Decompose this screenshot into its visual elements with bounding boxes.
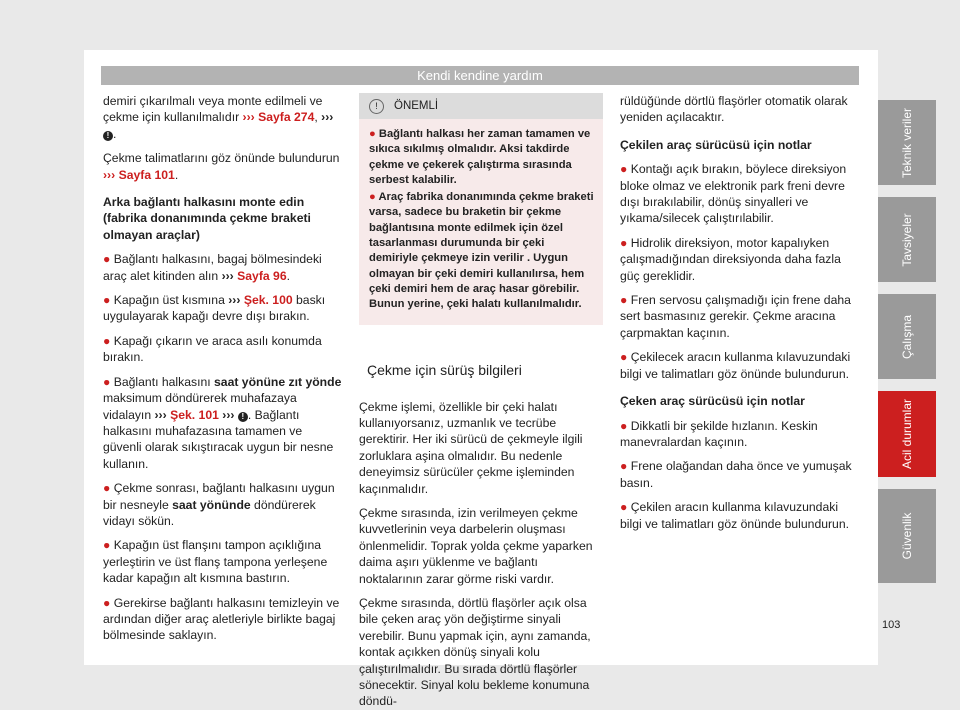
bullet-icon: ● — [369, 128, 379, 140]
section-title: Çekme için sürüş bilgileri — [367, 361, 522, 378]
section-heading: Arka bağlantı halkasını monte edin (fabrika donanımında çekme braketi olmayan araçlar) — [103, 195, 311, 242]
bullet-icon: ● — [103, 252, 114, 267]
bullet-icon: ● — [103, 333, 114, 348]
bullet-icon: ● — [103, 293, 114, 308]
list-item: ● Kapağın üst flanşını tampon açıklığına yerleştirin ve üst flanş tampona yerleşene kadar kapağın alt kısmına bastırın. — [103, 538, 328, 586]
arrow-icon: ››› — [228, 293, 241, 308]
subheading: Çeken araç sürücüsü için notlar — [620, 394, 805, 409]
list-item: ● Frene olağandan daha önce ve yumuşak basın. — [620, 459, 852, 490]
page-number: 103 — [882, 619, 901, 631]
warning-body — [359, 119, 603, 325]
list-item: ● Bağlantı halkasını saat yönüne zıt yönde maksimum döndürerek muhafazaya vidalayın ››› Şek. 101 ››› ! . Bağlantı halkasını muhafazasına tamamen ve güvenli olarak sıkıştıracak uygun bir nesne kullanın. — [103, 374, 342, 471]
list-item: ● Bağlantı halkasını, bagaj bölmesindeki araç alet kitinden alın ››› Sayfa 96. — [103, 252, 322, 283]
warning-title: ÖNEMLİ — [394, 99, 439, 112]
warning-box — [359, 93, 603, 325]
tab-guvenlik[interactable]: Güvenlik — [878, 489, 936, 583]
list-item: ● Kapağın üst kısmına ››› Şek. 100 baskı uygulayarak kapağı devre dışı bırakın. — [103, 293, 326, 324]
bullet-icon: ● — [103, 538, 114, 553]
tab-teknik-veriler[interactable]: Teknik veriler — [878, 100, 936, 185]
figure-link[interactable]: Şek. 100 — [243, 293, 293, 308]
paragraph: rüldüğünde dörtlü flaşörler otomatik olarak yeniden açılacaktır. — [620, 94, 848, 125]
list-item: ● Gerekirse bağlantı halkasını temizleyin ve ardından diğer araç aletleriyle birlikte bagaj bölmesinde saklayın. — [103, 595, 340, 643]
bullet-icon: ● — [620, 235, 631, 250]
warning-item: ● Araç fabrika donanımında çekme braketi varsa, sadece bu braketin bir çekme bağlantısına monte edilmek için özel tasarlanması durumunda bir çeki demiriyle çekmeye izin verilir . Uygun olmayan bir çeki demiri kullanılırsa, hem çeki demiri hem de araç hasar görebilir. Bunun yerine, çeki halatı kullanılmalıdır. — [369, 191, 594, 311]
list-item: ● Fren servosu çalışmadığı için frene daha sert basmasınız gerekir. Çekme aracına çarpmaktan kaçının. — [620, 293, 851, 340]
tab-acil-durumlar[interactable]: Acil durumlar — [878, 391, 936, 477]
list-item: ● Dikkatli bir şekilde hızlanın. Keskin manevralardan kaçının. — [620, 418, 818, 449]
paragraph: Çekme sırasında, izin verilmeyen çekme kuvvetlerinin veya darbelerin oluşması önlenmelidir. Toprak yolda çekme yaparken daima aşırı yüklenme ve bağlantı noktalarının zarar görme riski vardır. — [359, 506, 593, 586]
list-item: ● Kontağı açık bırakın, böylece direksiyon bloke olmaz ve elektronik park freni devre dışı bırakılabilir, dönüş sinyalleri ve yıkama/silecek çalıştırılabilir. — [620, 162, 847, 226]
bullet-icon: ● — [620, 162, 631, 177]
paragraph: Çekme işlemi, özellikle bir çeki halatı kullanıyorsanız, uzmanlık ve tecrübe gerektirir. Her iki sürücü de çekmeyle ilgili zorluklara aşina olmalıdır. Bu nedenle deneyimsiz sürücüler çekme işleminden kaçınmalıdır. — [359, 399, 583, 496]
bullet-icon: ● — [620, 459, 631, 474]
page-link[interactable]: Sayfa 96 — [237, 268, 287, 283]
bullet-icon: ● — [103, 374, 114, 389]
list-item: ● Çekilen aracın kullanma kılavuzundaki bilgi ve talimatları göz önünde bulundurun. — [620, 500, 850, 531]
warning-icon: ! — [369, 99, 384, 114]
paragraph: Çekme talimatlarını göz önünde bulundurun ››› Sayfa 101. — [103, 151, 340, 182]
bullet-icon: ● — [103, 595, 114, 610]
bullet-icon: ● — [620, 293, 631, 308]
arrow-icon: ››› — [221, 268, 234, 283]
paragraph: demiri çıkarılmalı veya monte edilmeli ve çekme için kullanılmalıdır ››› Sayfa 274, ››› ! . — [103, 94, 334, 141]
figure-link[interactable]: Şek. 101 — [170, 407, 219, 422]
list-item: ● Kapağı çıkarın ve araca asılı konumda bırakın. — [103, 333, 322, 365]
bullet-icon: ● — [369, 191, 379, 204]
column-1 — [103, 93, 343, 644]
list-item: ● Hidrolik direksiyon, motor kapalıyken çalışmadığından direksiyonda daha fazla güç gereklidir. — [620, 235, 841, 283]
arrow-icon: ››› — [222, 407, 235, 422]
warning-icon: ! — [103, 131, 113, 141]
tab-calisma[interactable]: Çalışma — [878, 294, 936, 379]
warning-header — [359, 93, 603, 119]
page-link[interactable]: Sayfa 274 — [258, 110, 315, 125]
bullet-icon: ● — [620, 418, 631, 433]
list-item: ● Çekilecek aracın kullanma kılavuzundaki bilgi ve talimatları göz önünde bulundurun. — [620, 350, 851, 381]
column-2 — [359, 93, 603, 710]
arrow-icon: ››› — [321, 110, 334, 125]
arrow-icon: ››› — [154, 407, 167, 422]
subheading: Çekilen araç sürücüsü için notlar — [620, 137, 812, 152]
bullet-icon: ● — [620, 500, 631, 515]
arrow-icon: ››› — [103, 167, 116, 182]
paragraph: Çekme sırasında, dörtlü flaşörler açık olsa bile çeken araç yön değiştirme sinyali verebilir. Bunu yapmak için, aynı zamanda, kontak açıkken dönüş sinyali kolu çalıştırılmalıdır. Bu sırada dörtlü flaşörler sönecektir. Sinyal kolu bekleme konumuna döndü- — [359, 596, 591, 709]
page-link[interactable]: Sayfa 101 — [118, 167, 175, 182]
list-item: ● Çekme sonrası, bağlantı halkasını uygun bir nesneyle saat yönünde döndürerek vidayı sökün. — [103, 481, 335, 528]
bullet-icon: ● — [620, 350, 631, 365]
column-3 — [620, 93, 860, 532]
warning-item: ● Bağlantı halkası her zaman tamamen ve sıkıca sıkılmış olmalıdır. Aksi takdirde çekme ve çekerek çalıştırma sırasında serbest kalabilir. — [369, 128, 591, 186]
page-header: Kendi kendine yardım — [101, 66, 859, 85]
tab-tavsiyeler[interactable]: Tavsiyeler — [878, 197, 936, 282]
arrow-icon: ››› — [242, 110, 255, 125]
warning-icon: ! — [238, 412, 248, 422]
bullet-icon: ● — [103, 481, 114, 496]
